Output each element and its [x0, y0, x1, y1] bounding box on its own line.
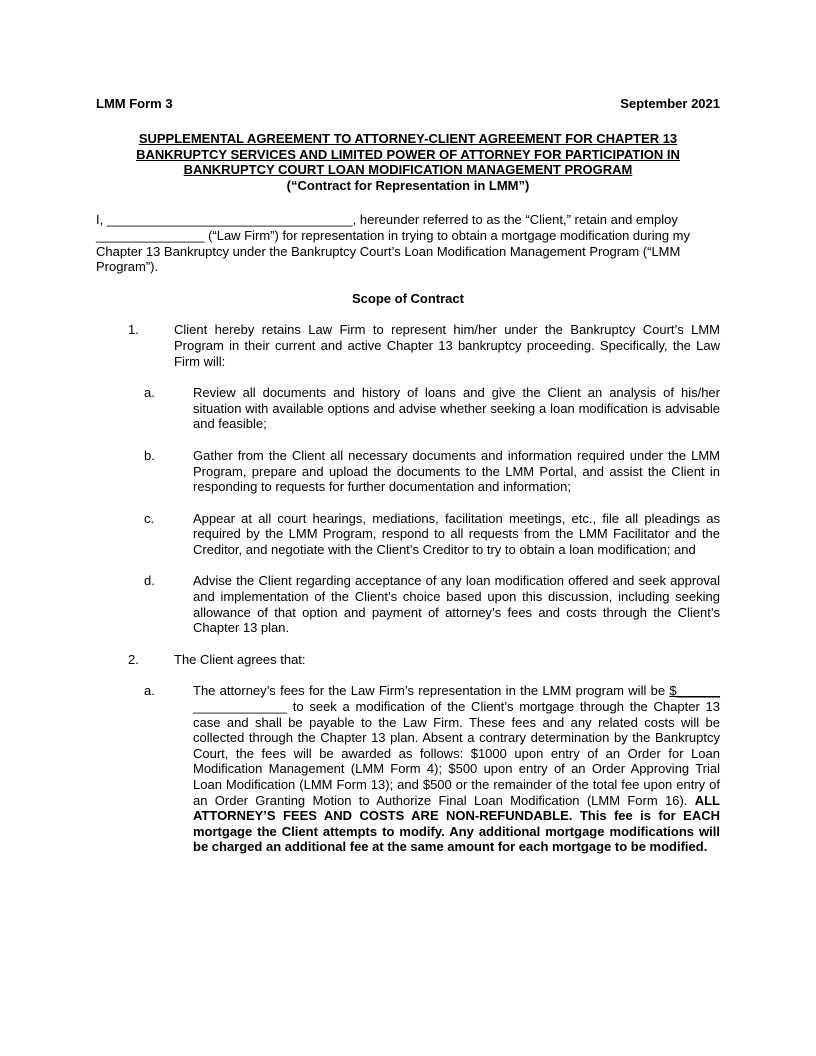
section-1c	[96, 511, 720, 558]
document-page	[96, 96, 720, 855]
form-date: September 2021	[620, 96, 720, 111]
section-2a-letter: a.	[144, 683, 155, 699]
section-2-text: The Client agrees that:	[174, 651, 306, 667]
section-1d-text: Advise the Client regarding acceptance of any loan modification offered and seek approval and implementation of the Client’s choice based upon this discussion, including seeking allowance of that option and payment of attorney’s fees and costs through the Client’s Chapter 13 plan.	[193, 573, 720, 636]
section-1b	[96, 448, 720, 495]
fee-amount-blank-2: _____________	[193, 699, 287, 715]
section-1b-letter: b.	[144, 447, 155, 463]
section-1d-letter: d.	[144, 573, 155, 589]
form-label: LMM Form 3	[96, 96, 173, 111]
page-header	[96, 96, 720, 112]
document-title	[96, 131, 720, 193]
law-firm-blank: _______________	[96, 227, 205, 243]
intro-mid: , hereunder referred to as the “Client,” retain and employ	[352, 212, 678, 228]
fee-amount-blank: $______	[669, 683, 720, 699]
client-name-blank: __________________________________	[106, 212, 353, 228]
intro-prefix: I,	[96, 212, 107, 228]
section-1c-letter: c.	[144, 510, 155, 526]
section-1-text: Client hereby retains Law Firm to represent him/her under the Bankruptcy Court’s LMM Program in their current and active Chapter 13 bankruptcy proceeding. Specifically, the Law Firm will:	[174, 322, 720, 369]
section-2-number: 2.	[128, 651, 139, 667]
scope-heading: Scope of Contract	[352, 290, 464, 306]
section-1b-text: Gather from the Client all necessary documents and information required under the LMM Program, prepare and upload the documents to the LMM Portal, and assist the Client in responding to requests for further documentation and information;	[193, 447, 720, 495]
section-1-number: 1.	[128, 322, 139, 338]
non-refundable-notice: ALL ATTORNEY’S FEES AND COSTS ARE NON-REFUNDABLE. This fee is for EACH mortgage the Client attempts to modify. Any additional mortgage modifications will be charged an additional fee at the same amount for each mortgage to be modified.	[193, 792, 720, 855]
title-subtitle: (“Contract for Representation in LMM”)	[286, 177, 530, 193]
intro-paragraph	[96, 212, 720, 274]
section-1a-text: Review all documents and history of loans and give the Client an analysis of his/her situation with available options and advise whether seeking a loan modification is advisable and feasible;	[193, 385, 720, 432]
title-line-2: BANKRUPTCY SERVICES AND LIMITED POWER OF ATTORNEY FOR PARTICIPATION IN	[136, 146, 680, 162]
section-1	[96, 322, 720, 369]
section-2	[96, 652, 720, 668]
section-2a	[96, 683, 720, 855]
section-1a	[96, 385, 720, 432]
title-line-1: SUPPLEMENTAL AGREEMENT TO ATTORNEY-CLIENT AGREEMENT FOR CHAPTER 13	[138, 131, 678, 146]
section-1d	[96, 573, 720, 635]
section-1a-letter: a.	[144, 385, 155, 401]
section-2a-text-prefix: The attorney’s fees for the Law Firm’s representation in the LMM program will be	[193, 683, 670, 699]
title-line-3: BANKRUPTCY COURT LOAN MODIFICATION MANAGEMENT PROGRAM	[183, 162, 633, 178]
section-2a-text-mid: to seek a modification of the Client’s mortgage through the Chapter 13 case and shall be payable to the Law Firm. These fees and any related costs will be collected through the Chapter 13 plan. Absent a contrary determination by the Bankruptcy Court, the fees will be awarded as follows: $1000 upon entry of an Order for Loan Modification Management (LMM Form 4); $500 upon entry of an Order Approving Trial Loan Modification (LMM Form 13); and $500 or the remainder of the total fee upon entry of an Order Granting Motion to Authorize Final Loan Modification (LMM Form 16).	[193, 699, 720, 808]
section-1c-text: Appear at all court hearings, mediations, facilitation meetings, etc., file all pleadings as required by the LMM Program, respond to all requests from the LMM Facilitator and the Creditor, and negotiate with the Client’s Creditor to try to obtain a loan modification; and	[193, 510, 720, 557]
intro-rest: (“Law Firm”) for representation in trying to obtain a mortgage modification during my Chapter 13 Bankruptcy under the Bankruptcy Court’s Loan Modification Management Program (“LMM Program”).	[96, 227, 690, 275]
